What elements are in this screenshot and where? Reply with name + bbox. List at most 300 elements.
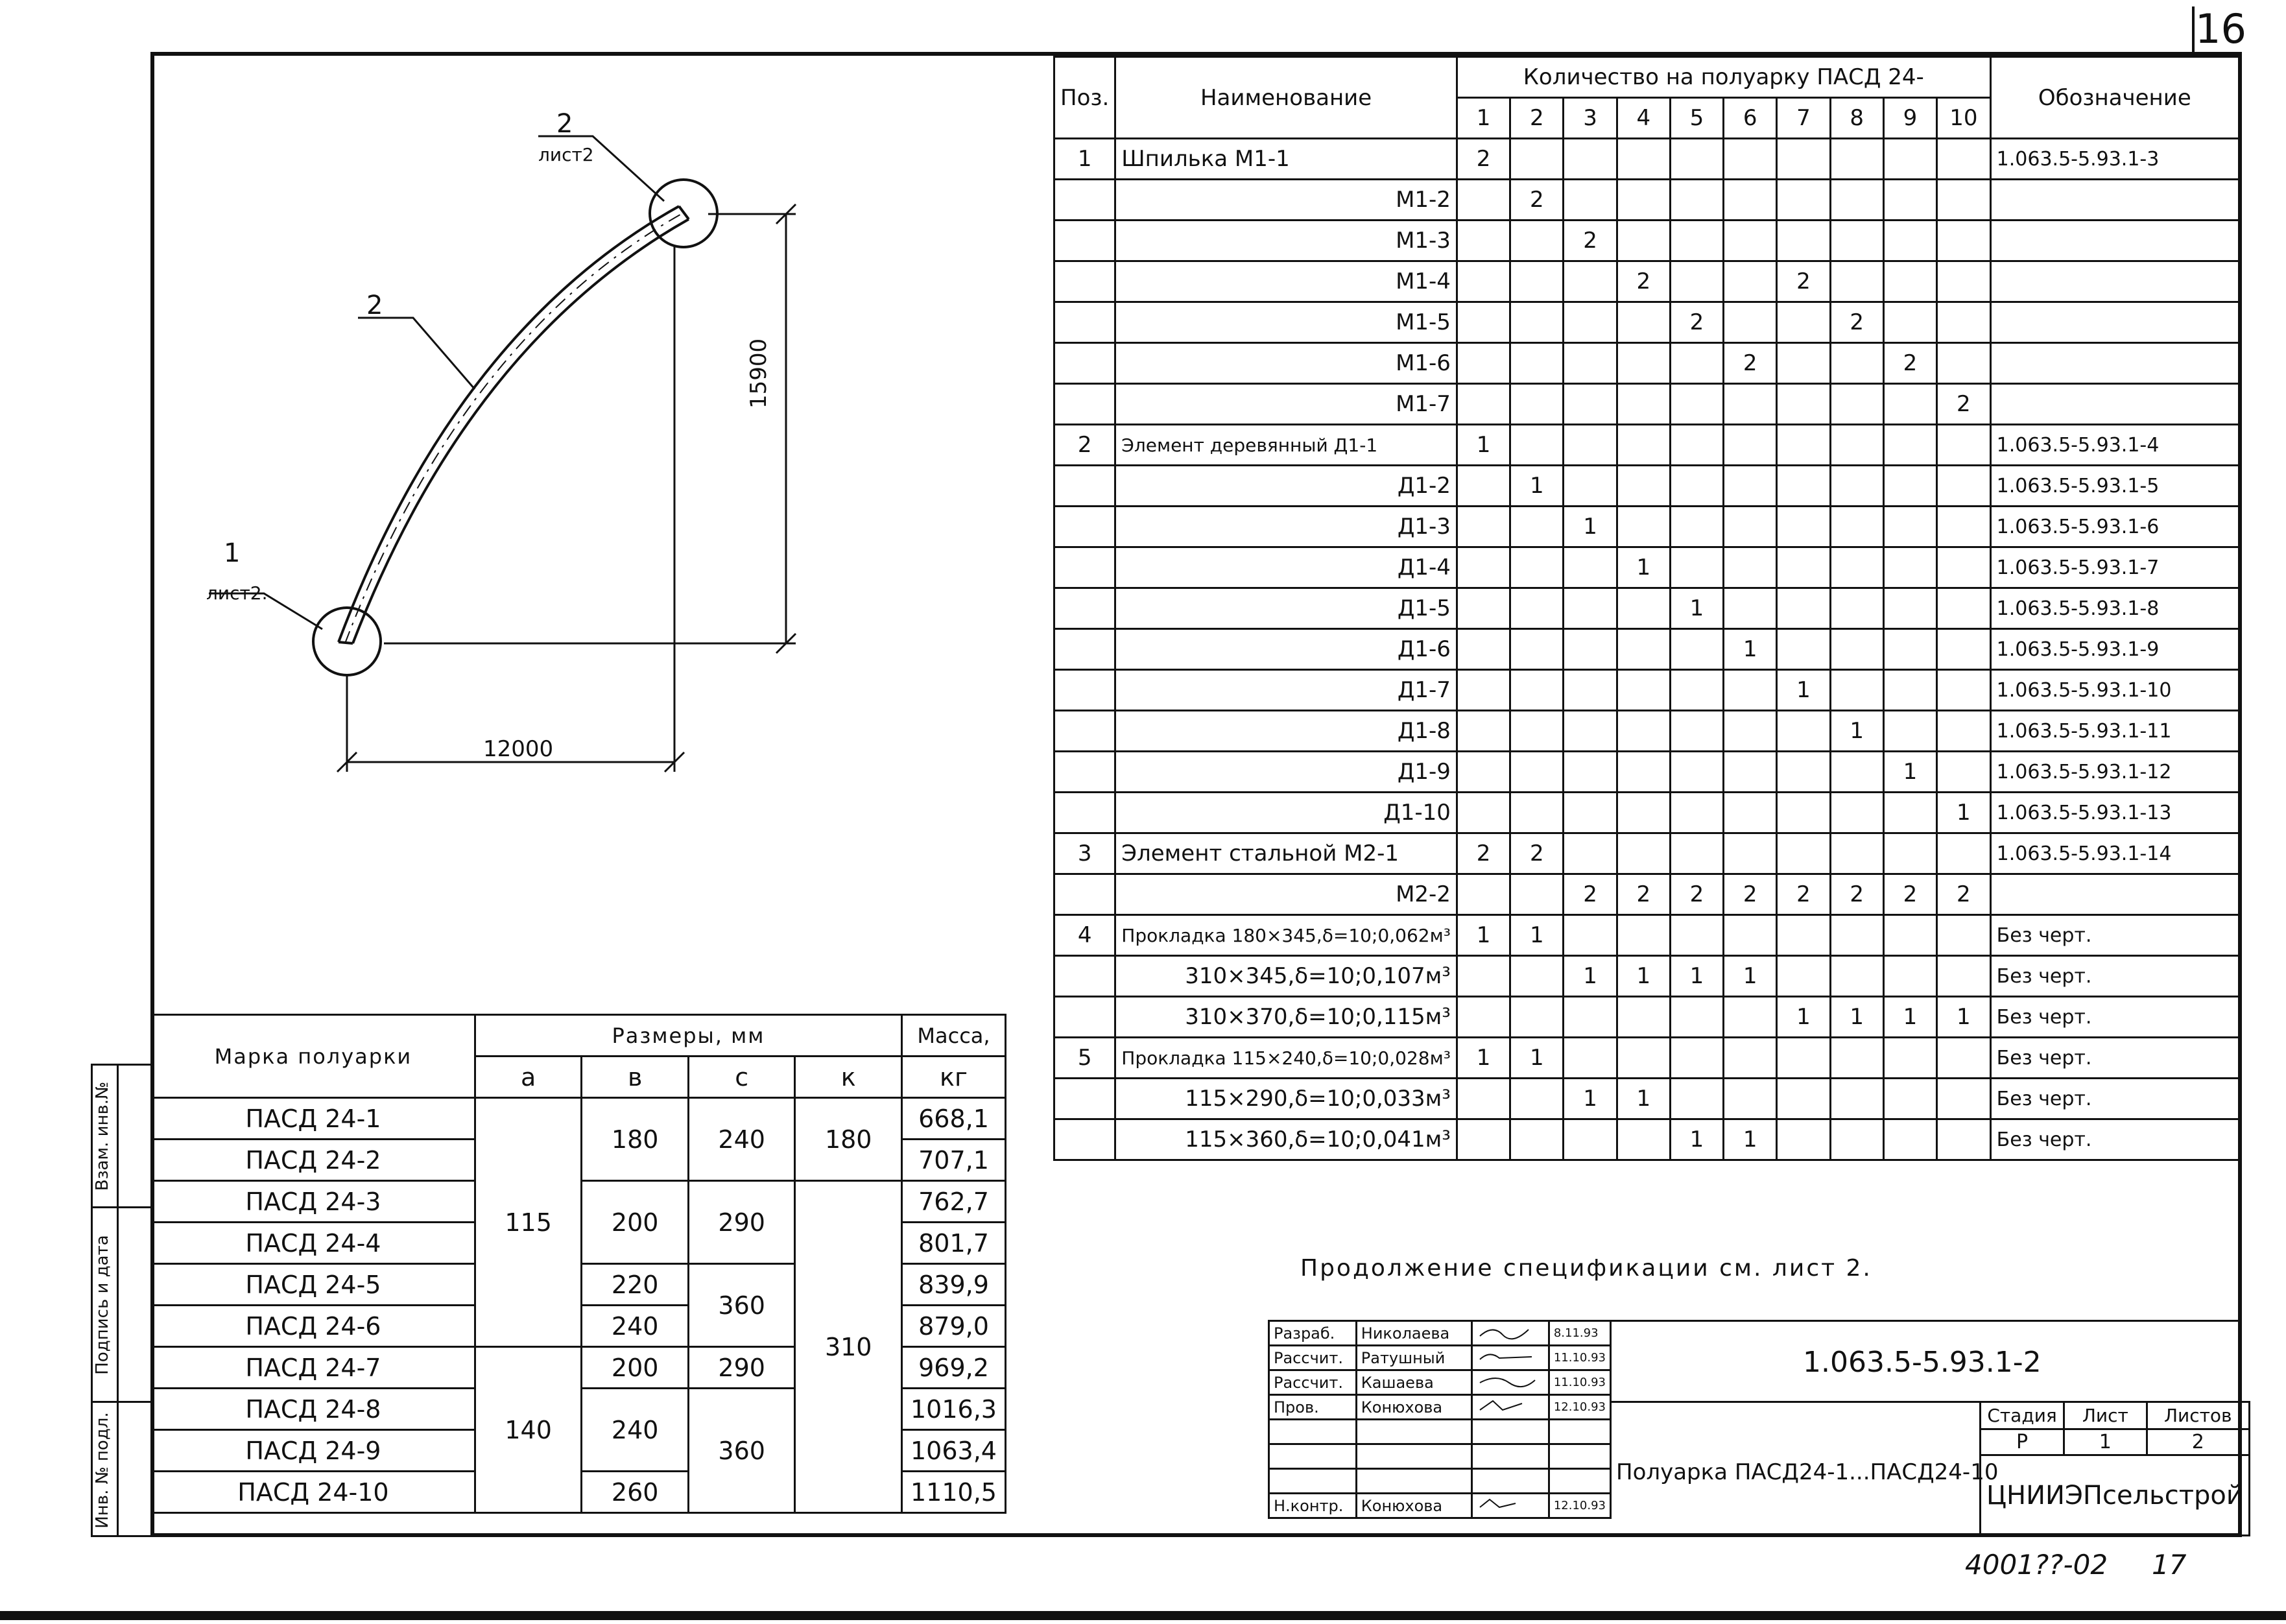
spec-qty	[1457, 547, 1510, 588]
spec-qty	[1457, 261, 1510, 302]
spec-qty	[1617, 997, 1670, 1038]
spec-name: Д1-2	[1115, 466, 1457, 507]
spec-name: Д1-10	[1115, 793, 1457, 833]
spec-qty	[1510, 956, 1564, 997]
side-stamp-signature: Подпись и дата	[93, 1235, 112, 1375]
spec-qty	[1777, 302, 1830, 343]
spec-qty	[1777, 1079, 1830, 1119]
spec-qty	[1564, 629, 1617, 670]
spec-qty	[1777, 956, 1830, 997]
spec-name: Прокладка 115×240,δ=10;0,028м³	[1115, 1038, 1457, 1079]
spec-qty	[1937, 711, 1991, 752]
spec-qty: 1	[1830, 711, 1883, 752]
spec-qty	[1617, 711, 1670, 752]
spec-qty	[1510, 302, 1564, 343]
spec-qty	[1937, 588, 1991, 629]
spec-qty: 2	[1777, 874, 1830, 915]
size-b: 260	[582, 1472, 689, 1513]
spec-qty	[1564, 997, 1617, 1038]
spec-qty: 2	[1724, 874, 1777, 915]
spec-pos	[1054, 874, 1115, 915]
spec-qty	[1617, 302, 1670, 343]
spec-qty	[1724, 139, 1777, 180]
spec-qty	[1830, 547, 1883, 588]
spec-qty	[1777, 466, 1830, 507]
marks-sub-k: к	[795, 1057, 902, 1098]
marks-head-mass: Масса,	[901, 1015, 1005, 1057]
spec-qty	[1457, 302, 1510, 343]
spec-row	[1054, 507, 2239, 547]
size-c: 240	[688, 1098, 795, 1181]
spec-row	[1054, 547, 2239, 588]
spec-qty	[1617, 670, 1670, 711]
spec-qty	[1670, 670, 1723, 711]
spec-qty: 2	[1564, 221, 1617, 261]
spec-pos: 1	[1054, 139, 1115, 180]
spec-qty	[1510, 139, 1564, 180]
qty-col-header: 8	[1830, 98, 1883, 139]
spec-qty	[1883, 221, 1936, 261]
sheets-value: 2	[2147, 1429, 2249, 1455]
spec-qty	[1617, 588, 1670, 629]
size-a: 115	[475, 1098, 582, 1347]
spec-qty	[1830, 425, 1883, 466]
spec-qty	[1937, 547, 1991, 588]
spec-row	[1054, 670, 2239, 711]
spec-qty	[1724, 1038, 1777, 1079]
mass-value: 707,1	[901, 1140, 1005, 1181]
spec-qty	[1510, 547, 1564, 588]
spec-qty	[1883, 302, 1936, 343]
spec-qty	[1564, 1038, 1617, 1079]
spec-name: М1-2	[1115, 180, 1457, 221]
spec-name: Элемент деревянный Д1-1	[1115, 425, 1457, 466]
spec-designation: 1.063.5-5.93.1-13	[1990, 793, 2239, 833]
spec-designation: Без черт.	[1990, 915, 2239, 956]
spec-designation: 1.063.5-5.93.1-10	[1990, 670, 2239, 711]
name: Конюхова	[1356, 1494, 1472, 1518]
spec-qty	[1457, 956, 1510, 997]
mass-value: 839,9	[901, 1264, 1005, 1306]
spec-qty	[1937, 302, 1991, 343]
mark-name: ПАСД 24-9	[152, 1430, 475, 1472]
spec-name: Шпилька М1-1	[1115, 139, 1457, 180]
spec-qty	[1724, 221, 1777, 261]
spec-pos	[1054, 507, 1115, 547]
spec-qty	[1830, 221, 1883, 261]
stage-head: Стадия	[1981, 1402, 2064, 1429]
spec-qty	[1457, 670, 1510, 711]
spec-qty	[1883, 629, 1936, 670]
spec-qty	[1724, 507, 1777, 547]
mass-value: 1063,4	[901, 1430, 1005, 1472]
size-k: 310	[795, 1181, 902, 1513]
spec-qty	[1510, 1079, 1564, 1119]
specification-table	[1053, 56, 2240, 1161]
qty-col-header: 7	[1777, 98, 1830, 139]
mass-value: 762,7	[901, 1181, 1005, 1223]
qty-col-header: 2	[1510, 98, 1564, 139]
mark-name: ПАСД 24-1	[152, 1098, 475, 1140]
spec-qty: 1	[1777, 997, 1830, 1038]
spec-pos: 4	[1054, 915, 1115, 956]
spec-qty	[1937, 956, 1991, 997]
spec-qty	[1830, 915, 1883, 956]
spec-pos	[1054, 670, 1115, 711]
spec-pos: 5	[1054, 1038, 1115, 1079]
marks-head-sizes: Размеры, мм	[475, 1015, 901, 1057]
spec-pos	[1054, 752, 1115, 793]
arch-drawing	[150, 52, 1058, 830]
qty-col-header: 4	[1617, 98, 1670, 139]
mark-name: ПАСД 24-2	[152, 1140, 475, 1181]
spec-qty	[1564, 793, 1617, 833]
spec-qty	[1617, 1038, 1670, 1079]
spec-name: Д1-5	[1115, 588, 1457, 629]
footer-number: 17	[2152, 1549, 2187, 1581]
spec-qty	[1457, 874, 1510, 915]
dimension-height: 15900	[746, 338, 772, 409]
spec-qty	[1724, 302, 1777, 343]
spec-qty	[1617, 180, 1670, 221]
name: Конюхова	[1356, 1395, 1472, 1420]
spec-qty	[1883, 915, 1936, 956]
date: 12.10.93	[1549, 1395, 1610, 1420]
spec-name: М1-7	[1115, 384, 1457, 425]
spec-qty	[1564, 302, 1617, 343]
footer-code: 4001??-02	[1965, 1549, 2108, 1581]
stage-value: Р	[1981, 1429, 2064, 1455]
spec-qty	[1670, 261, 1723, 302]
spec-qty	[1457, 343, 1510, 384]
spec-qty: 1	[1830, 997, 1883, 1038]
spec-qty	[1670, 180, 1723, 221]
spec-qty	[1937, 1119, 1991, 1160]
marks-sub-a: а	[475, 1057, 582, 1098]
spec-qty	[1830, 139, 1883, 180]
spec-qty	[1883, 711, 1936, 752]
size-c: 290	[688, 1347, 795, 1389]
spec-qty	[1510, 1119, 1564, 1160]
spec-name: Д1-4	[1115, 547, 1457, 588]
spec-qty: 1	[1724, 956, 1777, 997]
role: Рассчит.	[1269, 1370, 1357, 1395]
spec-qty	[1883, 425, 1936, 466]
spec-qty	[1670, 425, 1723, 466]
spec-qty: 1	[1564, 956, 1617, 997]
spec-row	[1054, 1038, 2239, 1079]
marks-sub-b: в	[582, 1057, 689, 1098]
spec-qty	[1724, 915, 1777, 956]
size-c: 290	[688, 1181, 795, 1264]
spec-qty: 2	[1724, 343, 1777, 384]
spec-qty: 1	[1883, 752, 1936, 793]
spec-qty	[1937, 221, 1991, 261]
spec-qty	[1510, 711, 1564, 752]
spec-qty: 1	[1617, 547, 1670, 588]
spec-qty	[1617, 425, 1670, 466]
spec-qty	[1724, 833, 1777, 874]
spec-name: М1-3	[1115, 221, 1457, 261]
marks-table	[150, 1014, 1006, 1514]
spec-qty	[1457, 221, 1510, 261]
role: Разраб.	[1269, 1321, 1357, 1346]
spec-name: Д1-7	[1115, 670, 1457, 711]
spec-qty	[1564, 425, 1617, 466]
spec-qty	[1510, 507, 1564, 547]
spec-designation: 1.063.5-5.93.1-6	[1990, 507, 2239, 547]
spec-qty	[1937, 261, 1991, 302]
spec-qty	[1724, 711, 1777, 752]
spec-qty	[1937, 180, 1991, 221]
spec-pos: 3	[1054, 833, 1115, 874]
size-b: 200	[582, 1347, 689, 1389]
date: 11.10.93	[1549, 1370, 1610, 1395]
spec-row	[1054, 833, 2239, 874]
spec-qty	[1670, 997, 1723, 1038]
spec-row	[1054, 384, 2239, 425]
arch-member-inner	[353, 219, 689, 643]
spec-designation: Без черт.	[1990, 1079, 2239, 1119]
spec-qty	[1724, 997, 1777, 1038]
callout-member-number: 2	[366, 291, 383, 320]
spec-pos	[1054, 711, 1115, 752]
spec-qty	[1564, 752, 1617, 793]
spec-qty	[1777, 833, 1830, 874]
spec-qty	[1777, 752, 1830, 793]
spec-qty	[1724, 752, 1777, 793]
spec-qty	[1883, 1038, 1936, 1079]
spec-qty	[1724, 670, 1777, 711]
spec-row	[1054, 1079, 2239, 1119]
spec-qty	[1457, 1079, 1510, 1119]
date: 12.10.93	[1549, 1494, 1610, 1518]
spec-qty	[1670, 752, 1723, 793]
spec-qty	[1830, 752, 1883, 793]
spec-qty	[1937, 1038, 1991, 1079]
callout-top-number: 2	[556, 109, 573, 139]
spec-designation: 1.063.5-5.93.1-4	[1990, 425, 2239, 466]
spec-designation: 1.063.5-5.93.1-9	[1990, 629, 2239, 670]
size-a: 140	[475, 1347, 582, 1513]
spec-qty	[1937, 629, 1991, 670]
spec-qty	[1883, 793, 1936, 833]
spec-qty	[1724, 547, 1777, 588]
name: Ратушный	[1356, 1346, 1472, 1370]
spec-qty	[1457, 711, 1510, 752]
spec-qty	[1457, 793, 1510, 833]
spec-qty	[1617, 221, 1670, 261]
spec-designation: 1.063.5-5.93.1-11	[1990, 711, 2239, 752]
spec-qty	[1937, 752, 1991, 793]
stage-table	[1979, 1401, 2250, 1536]
spec-qty	[1883, 1079, 1936, 1119]
spec-qty	[1937, 425, 1991, 466]
signature-block	[1268, 1320, 1612, 1519]
spec-qty	[1564, 711, 1617, 752]
bottom-border	[0, 1611, 2286, 1620]
sheet-head: Лист	[2064, 1402, 2147, 1429]
spec-qty	[1510, 588, 1564, 629]
spec-qty: 1	[1670, 956, 1723, 997]
spec-qty	[1617, 752, 1670, 793]
marks-sub-c: с	[688, 1057, 795, 1098]
spec-pos	[1054, 302, 1115, 343]
header-designation: Обозначение	[1990, 57, 2239, 139]
spec-designation: 1.063.5-5.93.1-8	[1990, 588, 2239, 629]
spec-qty	[1777, 180, 1830, 221]
spec-qty	[1883, 833, 1936, 874]
spec-pos	[1054, 793, 1115, 833]
spec-pos	[1054, 1119, 1115, 1160]
spec-pos	[1054, 956, 1115, 997]
spec-qty	[1724, 261, 1777, 302]
spec-qty	[1670, 384, 1723, 425]
spec-designation: 1.063.5-5.93.1-3	[1990, 139, 2239, 180]
mass-value: 668,1	[901, 1098, 1005, 1140]
spec-qty	[1457, 384, 1510, 425]
spec-qty	[1457, 997, 1510, 1038]
spec-qty: 2	[1937, 384, 1991, 425]
spec-qty	[1937, 139, 1991, 180]
size-c: 360	[688, 1264, 795, 1347]
spec-qty	[1937, 1079, 1991, 1119]
spec-pos	[1054, 588, 1115, 629]
spec-pos	[1054, 547, 1115, 588]
spec-qty	[1564, 547, 1617, 588]
spec-row	[1054, 466, 2239, 507]
spec-qty	[1670, 547, 1723, 588]
spec-name: М2-2	[1115, 874, 1457, 915]
spec-qty	[1510, 874, 1564, 915]
spec-qty	[1937, 343, 1991, 384]
spec-designation: Без черт.	[1990, 1038, 2239, 1079]
spec-qty	[1830, 629, 1883, 670]
spec-qty: 1	[1510, 915, 1564, 956]
mark-name: ПАСД 24-5	[152, 1264, 475, 1306]
sheet-number-divider	[2192, 6, 2195, 52]
spec-designation	[1990, 874, 2239, 915]
spec-qty	[1670, 629, 1723, 670]
spec-qty	[1777, 1119, 1830, 1160]
spec-qty	[1830, 793, 1883, 833]
spec-qty	[1883, 261, 1936, 302]
spec-qty	[1883, 1119, 1936, 1160]
spec-pos: 2	[1054, 425, 1115, 466]
spec-row	[1054, 1119, 2239, 1160]
spec-name: Д1-8	[1115, 711, 1457, 752]
spec-pos	[1054, 180, 1115, 221]
spec-qty	[1830, 384, 1883, 425]
spec-designation	[1990, 343, 2239, 384]
spec-qty: 1	[1937, 997, 1991, 1038]
spec-pos	[1054, 466, 1115, 507]
marks-sub-kg: кг	[901, 1057, 1005, 1098]
spec-qty	[1830, 588, 1883, 629]
signature	[1472, 1494, 1549, 1518]
spec-qty	[1830, 180, 1883, 221]
spec-designation	[1990, 180, 2239, 221]
spec-qty	[1457, 466, 1510, 507]
spec-qty: 2	[1617, 874, 1670, 915]
side-stamp-replace: Взам. инв.№	[93, 1081, 112, 1191]
spec-qty	[1670, 793, 1723, 833]
spec-qty	[1617, 629, 1670, 670]
spec-qty: 1	[1457, 425, 1510, 466]
spec-qty	[1777, 343, 1830, 384]
callout-bottom-sheet: лист2.	[206, 582, 268, 604]
spec-row	[1054, 588, 2239, 629]
spec-qty	[1937, 833, 1991, 874]
spec-designation	[1990, 261, 2239, 302]
spec-row	[1054, 139, 2239, 180]
spec-name: Д1-3	[1115, 507, 1457, 547]
spec-qty	[1883, 507, 1936, 547]
spec-qty	[1883, 588, 1936, 629]
spec-row	[1054, 793, 2239, 833]
spec-qty	[1564, 1119, 1617, 1160]
qty-col-header: 3	[1564, 98, 1617, 139]
spec-qty: 2	[1830, 302, 1883, 343]
spec-qty	[1457, 507, 1510, 547]
mark-name: ПАСД 24-8	[152, 1389, 475, 1430]
spec-qty	[1670, 1038, 1723, 1079]
spec-qty	[1883, 547, 1936, 588]
spec-designation	[1990, 221, 2239, 261]
continuation-note: Продолжение спецификации см. лист 2.	[1300, 1255, 1872, 1282]
spec-qty: 2	[1457, 833, 1510, 874]
spec-qty	[1830, 1079, 1883, 1119]
spec-name: Прокладка 180×345,δ=10;0,062м³	[1115, 915, 1457, 956]
spec-row	[1054, 915, 2239, 956]
spec-qty	[1670, 833, 1723, 874]
spec-qty	[1617, 384, 1670, 425]
spec-designation: 1.063.5-5.93.1-12	[1990, 752, 2239, 793]
spec-qty	[1670, 1079, 1723, 1119]
spec-qty	[1670, 507, 1723, 547]
spec-qty	[1830, 466, 1883, 507]
spec-row	[1054, 997, 2239, 1038]
spec-qty: 1	[1510, 1038, 1564, 1079]
spec-qty: 1	[1457, 1038, 1510, 1079]
spec-pos	[1054, 221, 1115, 261]
spec-name: М1-6	[1115, 343, 1457, 384]
spec-name: 310×345,δ=10;0,107м³	[1115, 956, 1457, 997]
spec-qty: 2	[1670, 874, 1723, 915]
signature	[1472, 1395, 1549, 1420]
spec-qty	[1883, 956, 1936, 997]
mark-name: ПАСД 24-3	[152, 1181, 475, 1223]
spec-pos	[1054, 384, 1115, 425]
size-c: 360	[688, 1389, 795, 1513]
spec-qty	[1510, 670, 1564, 711]
spec-pos	[1054, 343, 1115, 384]
spec-row	[1054, 956, 2239, 997]
side-stamp-inventory: Инв. № подл.	[93, 1412, 112, 1529]
callout-bottom-number: 1	[224, 538, 241, 568]
spec-qty	[1670, 139, 1723, 180]
spec-qty	[1724, 466, 1777, 507]
spec-qty	[1510, 221, 1564, 261]
spec-row	[1054, 221, 2239, 261]
spec-qty	[1457, 752, 1510, 793]
spec-qty: 2	[1883, 874, 1936, 915]
spec-pos	[1054, 1079, 1115, 1119]
spec-name: Д1-6	[1115, 629, 1457, 670]
spec-qty	[1510, 793, 1564, 833]
spec-qty	[1937, 507, 1991, 547]
spec-qty	[1670, 466, 1723, 507]
